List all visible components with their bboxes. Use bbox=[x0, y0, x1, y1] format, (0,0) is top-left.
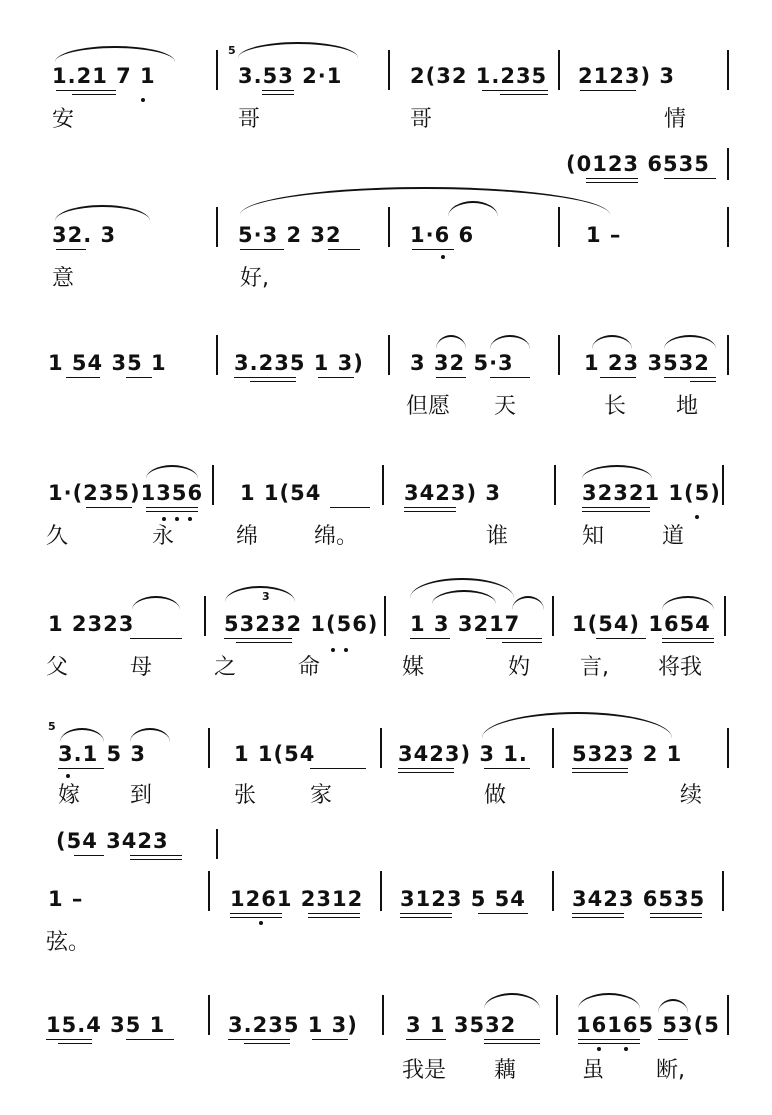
underline bbox=[398, 768, 454, 769]
measure: 3 32 5·3 bbox=[410, 351, 514, 375]
underline bbox=[224, 638, 292, 639]
underline bbox=[690, 381, 716, 382]
measure: 32. 3 bbox=[52, 223, 117, 247]
barline bbox=[552, 871, 554, 911]
staff-line-4 bbox=[0, 455, 772, 575]
measure: 1.21 7 1 bbox=[52, 64, 156, 88]
barline bbox=[388, 207, 390, 247]
underline bbox=[658, 1039, 688, 1040]
lyric: 言, bbox=[580, 655, 609, 680]
measure: 5323 2 1 bbox=[572, 742, 683, 766]
slur bbox=[238, 42, 358, 58]
barline bbox=[216, 335, 218, 375]
octave-dot bbox=[331, 648, 335, 652]
barline bbox=[727, 728, 729, 768]
underline bbox=[130, 638, 182, 639]
underline bbox=[56, 249, 86, 250]
underline bbox=[486, 638, 542, 639]
barline bbox=[212, 465, 214, 505]
slur bbox=[225, 586, 295, 602]
barline bbox=[216, 207, 218, 247]
underline bbox=[262, 94, 294, 95]
barline bbox=[382, 995, 384, 1035]
underline bbox=[412, 249, 454, 250]
barline bbox=[382, 465, 384, 505]
lyric: 妁 bbox=[508, 655, 531, 680]
underline bbox=[578, 1043, 640, 1044]
underline bbox=[596, 638, 646, 639]
measure: 1 – bbox=[586, 223, 622, 247]
underline bbox=[130, 855, 182, 856]
underline bbox=[240, 249, 284, 250]
barline bbox=[208, 995, 210, 1035]
grace-note: 5 bbox=[48, 720, 56, 733]
lyric: 哥 bbox=[410, 107, 433, 132]
measure: 3423 6535 bbox=[572, 887, 706, 911]
underline bbox=[484, 1039, 540, 1040]
underline bbox=[500, 94, 548, 95]
lyric: 但愿 bbox=[406, 394, 451, 419]
lyric: 久 bbox=[46, 524, 69, 549]
barline bbox=[204, 596, 206, 636]
slur bbox=[60, 728, 104, 742]
lyric: 媒 bbox=[402, 655, 425, 680]
slur bbox=[55, 46, 175, 62]
lyric: 之 bbox=[214, 655, 237, 680]
underline bbox=[308, 917, 360, 918]
underline bbox=[600, 377, 636, 378]
underline bbox=[490, 377, 530, 378]
barline bbox=[722, 871, 724, 911]
slur bbox=[582, 465, 652, 479]
octave-dot bbox=[141, 98, 145, 102]
lyric: 地 bbox=[676, 394, 699, 419]
staff-line-1 bbox=[0, 40, 772, 176]
grace-note: 5 bbox=[228, 44, 236, 57]
underline bbox=[662, 638, 714, 639]
measure: 3423) 3 1. bbox=[398, 742, 528, 766]
measure: 2123) 3 bbox=[578, 64, 675, 88]
barline bbox=[552, 728, 554, 768]
barline bbox=[727, 50, 729, 90]
underline bbox=[58, 1043, 92, 1044]
slur bbox=[578, 993, 640, 1009]
barline bbox=[727, 995, 729, 1035]
measure: 3.1 5 3 bbox=[58, 742, 147, 766]
measure: 1 54 35 1 bbox=[48, 351, 167, 375]
barline bbox=[208, 728, 210, 768]
barline bbox=[724, 596, 726, 636]
lyric: 藕 bbox=[494, 1058, 517, 1083]
barline bbox=[388, 50, 390, 90]
lyric: 绵 bbox=[236, 524, 259, 549]
underline bbox=[580, 90, 636, 91]
measure: 16165 53(5 bbox=[576, 1013, 720, 1037]
staff-line-5 bbox=[0, 578, 772, 698]
lyric: 绵。 bbox=[314, 524, 359, 549]
slur bbox=[436, 335, 466, 349]
underline bbox=[146, 511, 198, 512]
lyric: 续 bbox=[680, 783, 703, 808]
underline bbox=[484, 1043, 540, 1044]
measure: 1 1(54 bbox=[240, 481, 322, 505]
underline bbox=[572, 772, 628, 773]
underline bbox=[228, 1039, 290, 1040]
measure: 1 1(54 bbox=[234, 742, 316, 766]
lyric: 嫁 bbox=[58, 783, 81, 808]
lyric: 将我 bbox=[658, 655, 703, 680]
lyric: 断, bbox=[656, 1058, 685, 1083]
measure: 1 3 3217 bbox=[410, 612, 521, 636]
underline bbox=[262, 90, 294, 91]
barline bbox=[552, 596, 554, 636]
lyric: 母 bbox=[130, 655, 153, 680]
barline bbox=[388, 335, 390, 375]
lyric: 到 bbox=[130, 783, 153, 808]
barline bbox=[558, 50, 560, 90]
underline bbox=[586, 178, 638, 179]
underline bbox=[582, 511, 650, 512]
underline bbox=[66, 377, 100, 378]
underline bbox=[308, 913, 360, 914]
barline bbox=[216, 829, 218, 859]
slur bbox=[664, 335, 716, 349]
measure: 1(54) 1654 bbox=[572, 612, 711, 636]
octave-dot bbox=[441, 255, 445, 259]
underline bbox=[328, 249, 360, 250]
underline bbox=[86, 507, 132, 508]
measure: 1·6 6 bbox=[410, 223, 475, 247]
underline bbox=[126, 377, 152, 378]
underline bbox=[650, 913, 702, 914]
underline bbox=[72, 94, 116, 95]
underline bbox=[502, 642, 542, 643]
slur bbox=[484, 993, 540, 1009]
measure: 1 23 3532 bbox=[584, 351, 710, 375]
measure: 1261 2312 bbox=[230, 887, 364, 911]
underline bbox=[230, 913, 282, 914]
barline bbox=[722, 465, 724, 505]
barline bbox=[727, 148, 729, 180]
barline bbox=[554, 465, 556, 505]
octave-dot bbox=[597, 1047, 601, 1051]
barline bbox=[216, 50, 218, 90]
slur bbox=[132, 596, 180, 610]
underline bbox=[74, 855, 104, 856]
measure: 1 – bbox=[48, 887, 84, 911]
lyric: 道 bbox=[662, 524, 685, 549]
lyric: 意 bbox=[52, 266, 75, 291]
octave-dot bbox=[695, 515, 699, 519]
underline bbox=[400, 913, 452, 914]
underline bbox=[46, 1039, 92, 1040]
underline bbox=[410, 638, 450, 639]
lyric: 安 bbox=[52, 107, 75, 132]
lyric: 家 bbox=[310, 783, 333, 808]
slur bbox=[592, 335, 632, 349]
octave-dot bbox=[259, 921, 263, 925]
staff-line-8 bbox=[0, 985, 772, 1105]
underline bbox=[478, 913, 528, 914]
barline bbox=[384, 596, 386, 636]
underline bbox=[330, 507, 370, 508]
underline bbox=[664, 377, 716, 378]
slur bbox=[490, 335, 530, 349]
staff-line-7 bbox=[0, 825, 772, 955]
staff-line-3 bbox=[0, 325, 772, 445]
barline bbox=[556, 995, 558, 1035]
lyric: 我是 bbox=[402, 1058, 447, 1083]
octave-dot bbox=[175, 517, 179, 521]
underline bbox=[406, 1039, 446, 1040]
barline bbox=[380, 871, 382, 911]
underline bbox=[404, 507, 456, 508]
underline bbox=[482, 90, 548, 91]
lyric: 做 bbox=[484, 783, 507, 808]
barline bbox=[727, 207, 729, 247]
barline bbox=[208, 871, 210, 911]
lyric: 哥 bbox=[238, 107, 261, 132]
measure: 3.235 1 3) bbox=[234, 351, 364, 375]
underline bbox=[312, 1039, 348, 1040]
underline bbox=[436, 377, 466, 378]
lyric: 知 bbox=[582, 524, 605, 549]
underline bbox=[484, 768, 530, 769]
underline bbox=[126, 1039, 174, 1040]
underline bbox=[572, 913, 624, 914]
lyric: 长 bbox=[604, 394, 627, 419]
lyric: 弦。 bbox=[46, 930, 91, 955]
measure: 2(32 1.235 bbox=[410, 64, 548, 88]
lyric: 父 bbox=[46, 655, 69, 680]
measure: 3123 5 54 bbox=[400, 887, 526, 911]
lyric: 谁 bbox=[486, 524, 509, 549]
underline bbox=[650, 917, 702, 918]
slur bbox=[482, 712, 672, 738]
measure: 1 2323 bbox=[48, 612, 135, 636]
lyric: 永 bbox=[152, 524, 175, 549]
measure-overlay: (0123 6535 bbox=[566, 152, 710, 176]
underline bbox=[572, 917, 624, 918]
underline bbox=[146, 507, 198, 508]
measure: 3 1 3532 bbox=[406, 1013, 517, 1037]
underline bbox=[318, 377, 354, 378]
barline bbox=[727, 335, 729, 375]
barline bbox=[558, 335, 560, 375]
underline bbox=[664, 178, 716, 179]
slur bbox=[240, 187, 610, 215]
underline bbox=[234, 377, 296, 378]
underline bbox=[404, 511, 456, 512]
underline bbox=[230, 917, 282, 918]
slur bbox=[662, 596, 714, 610]
measure: 3.53 2·1 bbox=[238, 64, 343, 88]
underline bbox=[310, 768, 366, 769]
measure: 3423) 3 bbox=[404, 481, 501, 505]
measure: 15.4 35 1 bbox=[46, 1013, 166, 1037]
measure: 3.235 1 3) bbox=[228, 1013, 358, 1037]
slur bbox=[55, 205, 150, 221]
underline bbox=[236, 642, 292, 643]
staff-line-6 bbox=[0, 710, 772, 830]
underline bbox=[244, 1043, 290, 1044]
octave-dot bbox=[344, 648, 348, 652]
lyric: 好, bbox=[240, 266, 269, 291]
measure: 53232 1(56) bbox=[224, 612, 379, 636]
underline bbox=[400, 917, 452, 918]
lyric: 张 bbox=[234, 783, 257, 808]
underline bbox=[250, 381, 296, 382]
underline bbox=[586, 182, 638, 183]
measure: 5·3 2 32 bbox=[238, 223, 342, 247]
measure: 1·(235)1356 bbox=[48, 481, 204, 505]
underline bbox=[578, 1039, 640, 1040]
slur bbox=[130, 728, 170, 742]
triplet-mark: 3 bbox=[262, 590, 270, 603]
lyric: 虽 bbox=[582, 1058, 605, 1083]
underline bbox=[582, 507, 650, 508]
octave-dot bbox=[188, 517, 192, 521]
measure-overlay: (54 3423 bbox=[56, 829, 169, 853]
slur bbox=[146, 465, 198, 479]
underline bbox=[572, 768, 628, 769]
lyric: 命 bbox=[298, 655, 321, 680]
underline bbox=[130, 859, 182, 860]
octave-dot bbox=[624, 1047, 628, 1051]
underline bbox=[662, 642, 714, 643]
lyric: 情 bbox=[664, 107, 687, 132]
staff-line-2 bbox=[0, 185, 772, 305]
measure: 32321 1(5) bbox=[582, 481, 721, 505]
lyric: 天 bbox=[494, 394, 517, 419]
slur bbox=[658, 999, 688, 1013]
underline bbox=[58, 768, 104, 769]
barline bbox=[380, 728, 382, 768]
underline bbox=[398, 772, 454, 773]
underline bbox=[56, 90, 116, 91]
barline bbox=[558, 207, 560, 247]
slur bbox=[512, 596, 544, 610]
